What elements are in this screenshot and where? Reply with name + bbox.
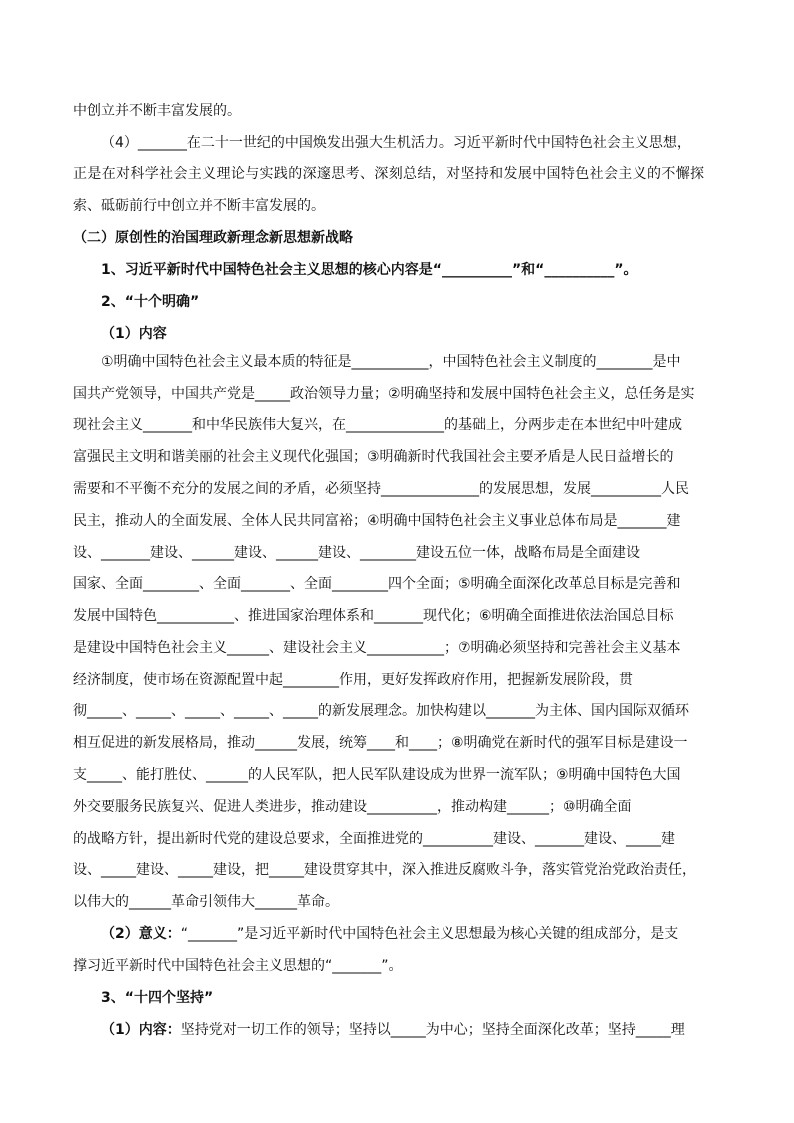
paragraph-line: 国共产党领导，中国共产党是_____政治领导力量；②明确坚持和发展中国特色社会主义，总任务是实 <box>73 386 695 402</box>
paragraph-line: 支_____、能打胜仗、______的人民军队，把人民军队建设成为世界一流军队；⑨明确中国特色大国 <box>73 767 681 783</box>
paragraph-line: 需要和不平衡不充分的发展之间的矛盾，必须坚持______________的发展思想，发展__________人民 <box>73 481 689 497</box>
paragraph-line: 国家、全面________、全面_______、全面________四个全面；⑤明确全面深化改革总目标是完善和 <box>73 576 681 592</box>
question-1: 1、习近平新时代中国特色社会主义思想的核心内容是“__________”和“__________”。 <box>101 262 638 278</box>
paragraph-line: 民主，推动人的全面发展、全体人民共同富裕；④明确中国特色社会主义事业总体布局是_______建 <box>73 513 681 529</box>
paragraph-line: ①明确中国特色社会主义最本质的特征是___________，中国特色社会主义制度的________是中 <box>101 354 681 370</box>
significance-label: （2）意义： <box>101 926 181 942</box>
paragraph-line: 彻_____、_____、_____、_____、_____的新发展理念。加快构建以_______为主体、国内国际双循环 <box>73 703 689 719</box>
significance-text: “_______”是习近平新时代中国特色社会主义思想最为核心关键的组成部分，是支 <box>180 926 679 942</box>
paragraph-line: 的战略方针，提出新时代党的建设总要求，全面推进党的__________建设、_______建设、_____建 <box>73 831 675 847</box>
content-label: （1）内容： <box>101 1022 181 1038</box>
paragraph-line: 相互促进的新发展格局，推动______发展，统筹____和____；⑧明确党在新时代的强军目标是建设一 <box>73 735 688 751</box>
content-text: 坚持党对一切工作的领导；坚持以_____为中心；坚持全面深化改革；坚持_____理 <box>180 1022 685 1038</box>
content-line <box>101 1020 685 1040</box>
paragraph-line: 设、_____建设、_____建设，把_____建设贯穿其中，深入推进反腐败斗争，落实管党治党政治责任， <box>73 862 696 878</box>
paragraph-line: 是建设中国特色社会主义______、建设社会主义___________；⑦明确必须坚持和完善社会主义基本 <box>73 640 681 656</box>
paragraph-line: 经济制度，使市场在资源配置中起________作用，更好发挥政府作用，把握新发展阶段，贯 <box>73 672 633 688</box>
significance-line <box>101 924 678 944</box>
paragraph-line: 外交要服务民族复兴、促进人类进步，推动建设__________，推动构建______；⑩明确全面 <box>73 799 632 815</box>
paragraph-line: 设、_______建设、______建设、______建设、________建设五位一体，战略布局是全面建设 <box>73 545 640 561</box>
paragraph-line: 中创立并不断丰富发展的。 <box>73 103 241 119</box>
question-3: 3、“十四个坚持” <box>101 990 214 1006</box>
paragraph-line: 正是在对科学社会主义理论与实践的深邃思考、深刻总结，对坚持和发展中国特色社会主义的不懈探 <box>73 166 705 182</box>
paragraph-line: （4）_______在二十一世纪的中国焕发出强大生机活力。习近平新时代中国特色社会主义思想， <box>101 135 691 151</box>
section-heading: （二）原创性的治国理政新理念新思想新战略 <box>73 230 353 246</box>
paragraph-line: 以伟大的______革命引领伟大______革命。 <box>73 894 339 910</box>
subheading-content: （1）内容 <box>101 326 167 342</box>
paragraph-line: 索、砥砺前行中创立并不断丰富发展的。 <box>73 198 325 214</box>
paragraph-line: 现社会主义_______和中华民族伟大复兴，在______________的基础上，分两步走在本世纪中叶建成 <box>73 417 682 433</box>
question-2: 2、“十个明确” <box>101 294 200 310</box>
paragraph-line: 富强民主文明和谐美丽的社会主义现代化强国；③明确新时代我国社会主要矛盾是人民日益增长的 <box>73 449 674 465</box>
paragraph-line: 撑习近平新时代中国特色社会主义思想的“_______”。 <box>73 958 403 974</box>
paragraph-line: 发展中国特色___________、推进国家治理体系和_______现代化；⑥明确全面推进依法治国总目标 <box>73 608 674 624</box>
